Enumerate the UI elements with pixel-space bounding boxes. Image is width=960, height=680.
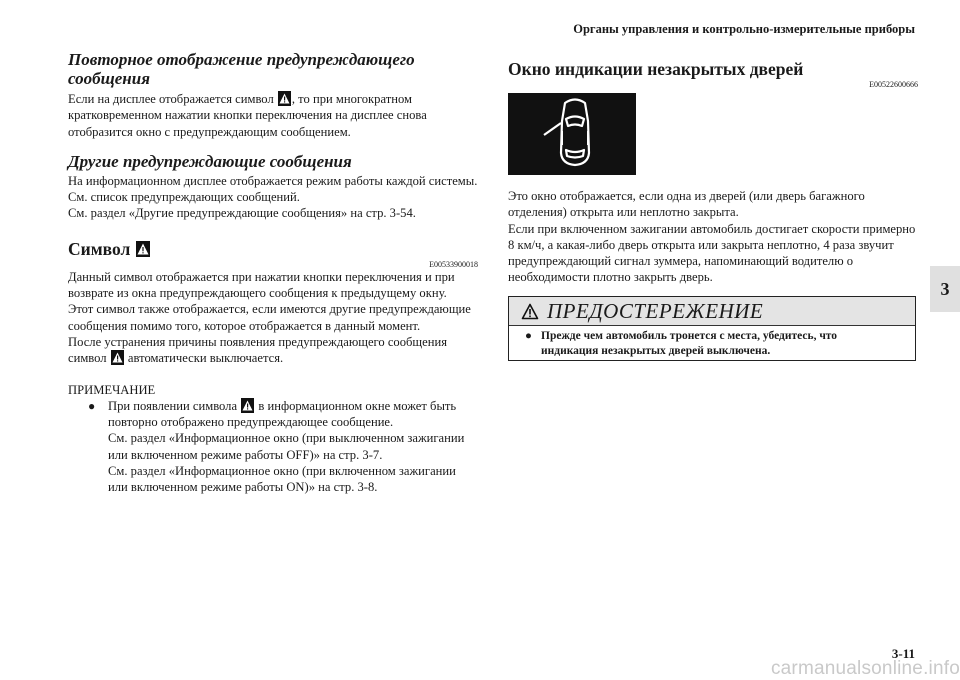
caution-text: Прежде чем автомобиль тронется с места, убедитесь, что индикация незакрытых дверей выключена. xyxy=(541,330,838,357)
warning-triangle-icon xyxy=(111,350,124,365)
symbol-heading-row xyxy=(68,239,478,259)
symbol-para2: Этот символ также отображается, если имеются другие предупреждающие сообщения помимо того, которое отображается в данный момент. xyxy=(68,302,471,333)
note-ref2: См. раздел «Информационное окно (при включенном зажигании или включенном режиме работы ON)» на стр. 3-8. xyxy=(108,464,456,495)
other-warnings-line1: На информационном дисплее отображается режим работы каждой системы. xyxy=(68,173,478,188)
door-ajar-display xyxy=(508,93,636,175)
warning-triangle-icon xyxy=(278,91,291,106)
section-text-repeat-warning xyxy=(68,91,478,140)
right-column xyxy=(508,50,918,89)
page-number: 3-11 xyxy=(891,646,915,661)
left-column xyxy=(68,50,478,496)
caution-header xyxy=(509,297,915,326)
section-code: E00522600666 xyxy=(869,80,918,89)
symbol-para1: Данный символ отображается при нажатии кнопки переключения и при возврате из окна предупреждающего сообщения к предыдущему окну. xyxy=(68,269,455,301)
text-fragment: Если на дисплее отображается символ xyxy=(68,92,277,106)
text-fragment: После устранения причины появления предупреждающего сообщения символ xyxy=(68,334,447,366)
door-ajar-para2: Если при включенном зажигании автомобиль достигает скорости примерно 8 км/ч, а какая-либо дверь открыта или закрыта неплотно, 4 раза звучит предупреждающий сигнал зуммера, напоминающий водителю о необходимости плотно закрыть дверь. xyxy=(508,221,916,285)
other-warnings-line3: См. раздел «Другие предупреждающие сообщения» на стр. 3-54. xyxy=(68,206,416,221)
caution-triangle-icon xyxy=(521,303,539,320)
car-door-open-icon xyxy=(508,93,636,175)
note-label: ПРИМЕЧАНИЕ xyxy=(68,382,156,397)
section-heading-symbol: Символ xyxy=(68,238,131,259)
text-fragment: , то при многократном кратковременном нажатии кнопки переключения на дисплее снова отобразится окно с предупреждающим сообщением. xyxy=(68,92,427,139)
door-ajar-text-block xyxy=(508,188,918,286)
section-code: E00533900018 xyxy=(429,259,478,269)
other-warnings-line2: См. список предупреждающих сообщений. xyxy=(68,190,300,205)
note-content xyxy=(104,398,478,496)
caution-item xyxy=(509,326,915,359)
warning-triangle-icon xyxy=(136,241,150,257)
note-text xyxy=(108,398,478,431)
text-fragment: автоматически выключается. xyxy=(124,351,284,366)
text-fragment: в информационном окне может быть повторно отображено предупреждающее сообщение. xyxy=(108,398,457,430)
text-fragment: При появлении символа xyxy=(108,398,241,413)
section-heading-other-warnings: Другие предупреждающие сообщения xyxy=(68,151,352,171)
chapter-tab: 3 xyxy=(930,266,960,312)
section-heading-repeat-warning: Повторное отображение предупреждающего сообщения xyxy=(68,50,415,88)
warning-triangle-icon xyxy=(241,398,254,413)
watermark: carmanualsonline.info xyxy=(770,658,960,679)
section-heading-door-ajar: Окно индикации незакрытых дверей xyxy=(508,59,804,79)
note-item xyxy=(68,398,478,496)
door-ajar-para1: Это окно отображается, если одна из дверей (или дверь багажного отделения) открыта или неплотно закрыта. xyxy=(508,189,865,220)
bullet: ● xyxy=(88,398,96,413)
caution-box xyxy=(508,296,916,361)
symbol-para3 xyxy=(68,334,478,367)
page-header: Органы управления и контрольно-измерительные приборы xyxy=(573,22,915,36)
note-ref1: См. раздел «Информационное окно (при выключенном зажигании или включенном режиме работы OFF)» на стр. 3-7. xyxy=(108,431,465,462)
caution-title: ПРЕДОСТЕРЕЖЕНИЕ xyxy=(547,298,764,323)
bullet: ● xyxy=(525,330,532,342)
